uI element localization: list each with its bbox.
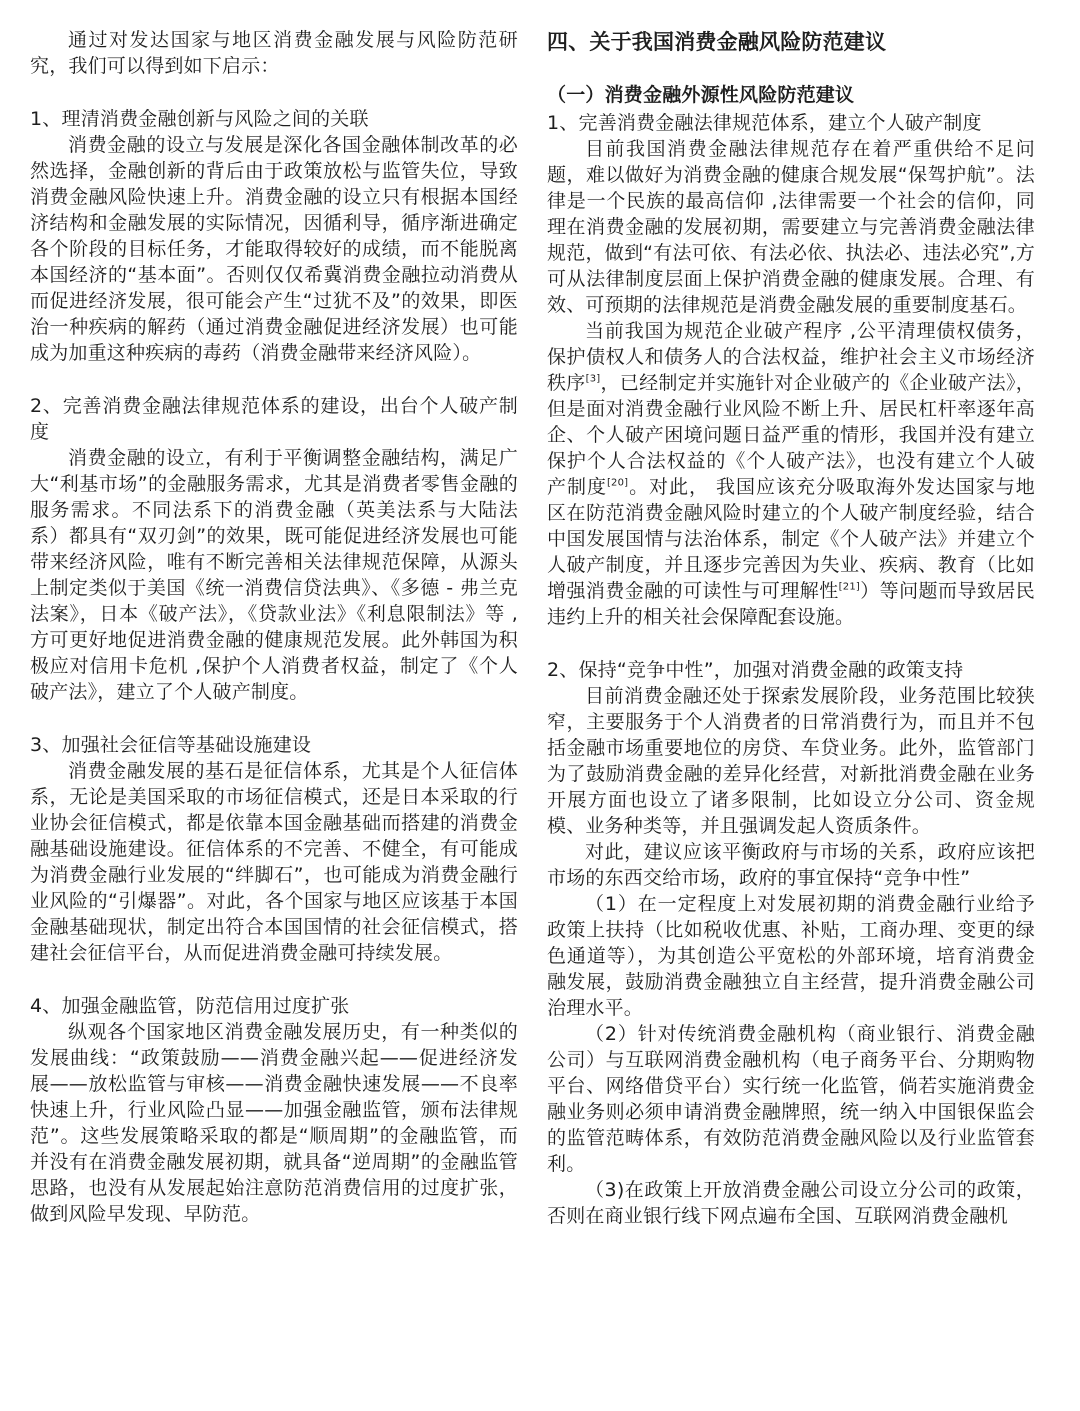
section-4-paragraph: 纵观各个国家地区消费金融发展历史，有一种类似的发展曲线：“政策鼓励——消费金融兴起——促进经济发展——放松监管与审核——消费金融快速发展——不良率快速上升，行业风险凸显——加强金融监管，颁布法律规范”。这些发展策略采取的都是“顺周期”的金融监管，而并没有在消费金融发展初期，就具备“逆周期”的金融监管思路，也没有从发展起始注意防范消费信用的过度扩张，做到风险早发现、早防范。 <box>30 1021 518 1225</box>
chapter-title: 四、关于我国消费金融风险防范建议 <box>547 30 887 54</box>
reference-3: [3] <box>585 373 601 385</box>
policy-item-1: （1）在一定程度上对发展初期的消费金融行业给予政策上扶持（比如税收优惠、补贴，工商办理、变更的绿色通道等），为其创造公平宽松的外部环境，培育消费金融发展，鼓励消费金融独立自主经营，提升消费金融公司治理水平。 <box>547 893 1035 1019</box>
right-section-2-paragraph-1: 目前消费金融还处于探索发展阶段，业务范围比较狭窄，主要服务于个人消费者的日常消费行为，而且并不包括金融市场重要地位的房贷、车贷业务。此外，监管部门为了鼓励消费金融的差异化经营，对新批消费金融在业务开展方面也设立了诸多限制，比如设立分公司、资金规模、业务种类等，并且强调发起人资质条件。 <box>547 685 1035 837</box>
section-2-paragraph: 消费金融的设立，有利于平衡调整金融结构，满足广大“利基市场”的金融服务需求，尤其是消费者零售金融的服务需求。不同法系下的消费金融（英美法系与大陆法系）都具有“双刃剑”的效果，既可能促进经济发展也可能带来经济风险，唯有不断完善相关法律规范保障，从源头上制定类似于美国《统一消费信贷法典》、《多德 - 弗兰克法案》，日本《破产法》，《贷款业法》《利息限制法》等 ,方可更好地促进消费金融的健康规范发展。此外韩国为积极应对信用卡危机 ,保护个人消费者权益，制定了《个人破产法》，建立了个人破产制度。 <box>30 447 518 703</box>
policy-item-2: （2）针对传统消费金融机构（商业银行、消费金融公司）与互联网消费金融机构（电子商务平台、分期购物平台、网络借贷平台）实行统一化监管，倘若实施消费金融业务则必须申请消费金融牌照，统一纳入中国银保监会的监管范畴体系，有效防范消费金融风险以及行业监管套利。 <box>547 1023 1035 1175</box>
reference-20: [20] <box>606 477 629 489</box>
section-3-heading: 3、加强社会征信等基础设施建设 <box>30 734 312 756</box>
reference-21: [21] <box>838 581 860 593</box>
right-section-1-paragraph-2 <box>547 318 1035 630</box>
para-text: ）等问题而导致居民违约上升的相关社会保障配套设施。 <box>547 580 1035 628</box>
right-section-1-paragraph-1: 目前我国消费金融法律规范存在着严重供给不足问题，难以做好为消费金融的健康合规发展“保驾护航”。法律是一个民族的最高信仰 ,法律需要一个社会的信仰，同理在消费金融的发展初期，需要建立与完善消费金融法律规范，做到“有法可依、有法必依、执法必、违法必究”,方可从法律制度层面上保护消费金融的健康发展。合理、有效、可预期的法律规范是消费金融发展的重要制度基石。 <box>547 138 1035 316</box>
para-text: 。对此， 我国应该充分吸取海外发达国家与地区在防范消费金融风险时建立的个人破产制度经验，结合中国发展国情与法治体系，制定《个人破产法》并建立个人破产制度，并且逐步完善因为失业、疾病、教育（比如增强消费金融的可读性与可理解性 <box>547 476 1035 602</box>
para-text: 当前我国为规范企业破产程序 ,公平清理债权债务，保护债权人和债务人的合法权益，维护社会主义市场经济秩序 <box>547 320 1035 394</box>
subsection-title: （一）消费金融外源性风险防范建议 <box>547 84 855 106</box>
right-section-2-paragraph-2: 对此，建议应该平衡政府与市场的关系，政府应该把市场的东西交给市场，政府的事宜保持“竞争中性” <box>547 841 1035 889</box>
right-column <box>547 27 1035 1229</box>
policy-item-3: （3)在政策上开放消费金融公司设立分公司的政策，否则在商业银行线下网点遍布全国、互联网消费金融机 <box>547 1179 1035 1227</box>
para-text: ，已经制定并实施针对企业破产的《企业破产法》，但是面对消费金融行业风险不断上升、居民杠杆率逐年高企、个人破产困境问题日益严重的情形，我国并没有建立保护个人合法权益的《个人破产法》，也没有建立个人破产制度 <box>547 372 1035 498</box>
left-column <box>30 27 518 1227</box>
section-1-heading: 1、理清消费金融创新与风险之间的关联 <box>30 108 369 130</box>
right-section-1-heading: 1、完善消费金融法律规范体系，建立个人破产制度 <box>547 112 982 134</box>
section-4-heading: 4、加强金融监管，防范信用过度扩张 <box>30 995 350 1017</box>
section-2-heading: 2、完善消费金融法律规范体系的建设，出台个人破产制度 <box>30 395 518 443</box>
intro-paragraph: 通过对发达国家与地区消费金融发展与风险防范研究，我们可以得到如下启示： <box>30 29 518 77</box>
section-1-paragraph: 消费金融的设立与发展是深化各国金融体制改革的必然选择，金融创新的背后由于政策放松与监管失位，导致消费金融风险快速上升。消费金融的设立只有根据本国经济结构和金融发展的实际情况，因循利导，循序渐进确定各个阶段的目标任务，才能取得较好的成绩，而不能脱离本国经济的“基本面”。否则仅仅希冀消费金融拉动消费从而促进经济发展，很可能会产生“过犹不及”的效果，即医治一种疾病的解药（通过消费金融促进经济发展）也可能成为加重这种疾病的毒药（消费金融带来经济风险）。 <box>30 134 518 364</box>
right-section-2-heading: 2、保持“竞争中性”，加强对消费金融的政策支持 <box>547 659 964 681</box>
section-3-paragraph: 消费金融发展的基石是征信体系，尤其是个人征信体系，无论是美国采取的市场征信模式，还是日本采取的行业协会征信模式，都是依靠本国金融基础而搭建的消费金融基础设施建设。征信体系的不完善、不健全，有可能成为消费金融行业发展的“绊脚石”，也可能成为消费金融行业风险的“引爆器”。对此，各个国家与地区应该基于本国金融基础现状，制定出符合本国国情的社会征信模式，搭建社会征信平台，从而促进消费金融可持续发展。 <box>30 760 518 964</box>
